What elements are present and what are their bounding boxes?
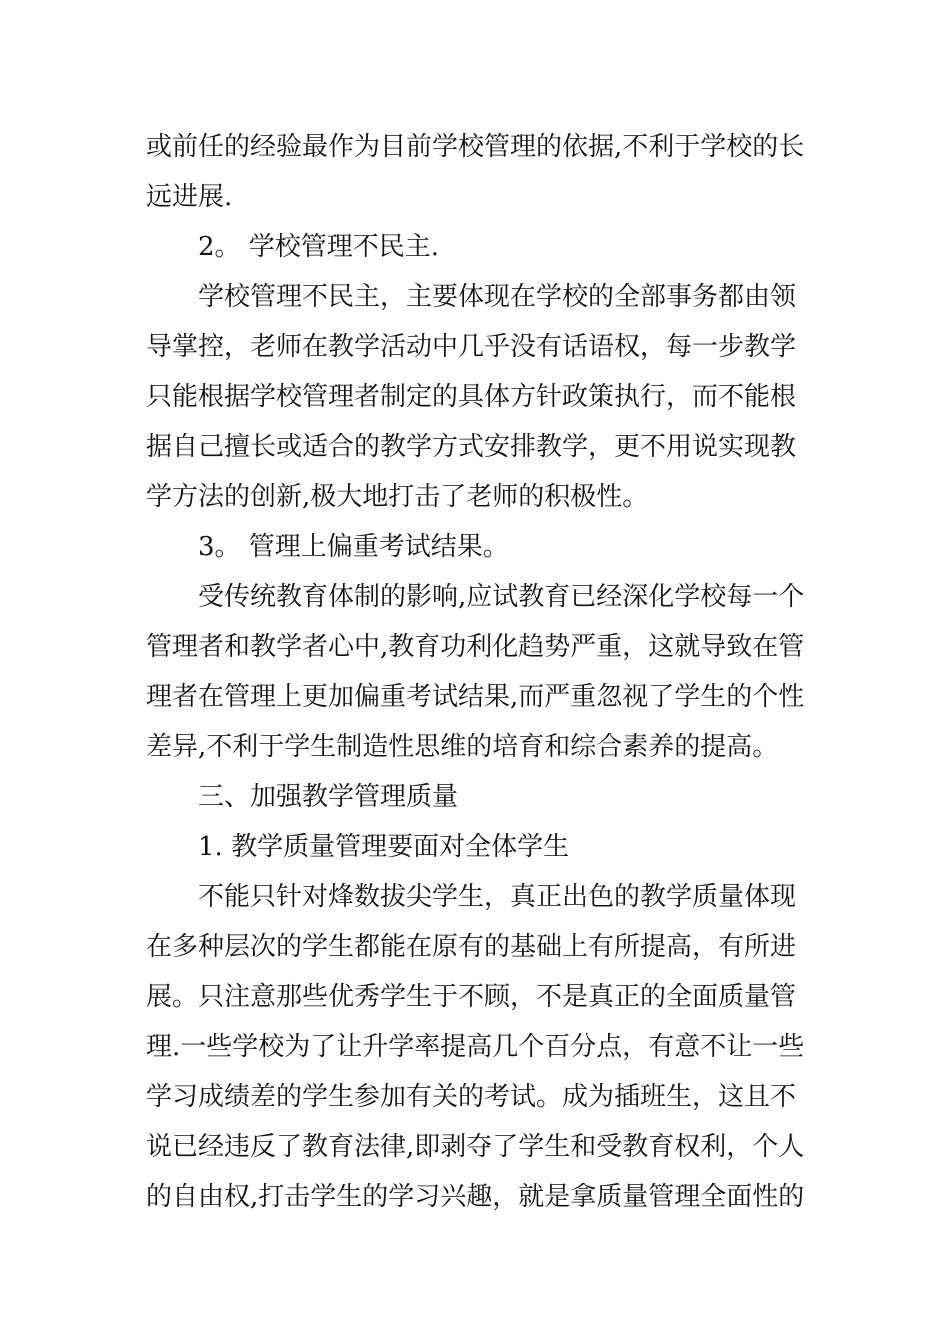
text-line: 远进展. bbox=[146, 182, 233, 212]
text-line: 的自由权,打击学生的学习兴趣，就是拿质量管理全面性的 bbox=[146, 1182, 805, 1212]
text-line: 说已经违反了教育法律,即剥夺了学生和受教育权利，个人 bbox=[146, 1132, 805, 1162]
text-line: 或前任的经验最作为目前学校管理的依据,不利于学校的长 bbox=[146, 132, 805, 162]
text-line: 在多种层次的学生都能在原有的基础上有所提高，有所进 bbox=[146, 932, 797, 962]
paragraph-start: 受传统教育体制的影响,应试教育已经深化学校每一个 bbox=[198, 582, 805, 612]
text-line: 展。只注意那些优秀学生于不顾，不是真正的全面质量管 bbox=[146, 982, 797, 1012]
section-heading: 3。 管理上偏重考试结果。 bbox=[198, 532, 509, 562]
text-line: 差异,不利于学生制造性思维的培育和综合素养的提高。 bbox=[146, 732, 779, 762]
text-line: 学方法的创新,极大地打击了老师的积极性。 bbox=[146, 482, 649, 512]
text-line: 只能根据学校管理者制定的具体方针政策执行，而不能根 bbox=[146, 382, 797, 412]
document-body bbox=[146, 122, 805, 1222]
paragraph-start: 不能只针对烽数拔尖学生，真正出色的教学质量体现 bbox=[198, 882, 797, 912]
text-line: 理者在管理上更加偏重考试结果,而严重忽视了学生的个性 bbox=[146, 682, 805, 712]
text-line: 导掌控，老师在教学活动中几乎没有话语权，每一步教学 bbox=[146, 332, 797, 362]
chapter-heading: 三、加强教学管理质量 bbox=[198, 782, 459, 812]
text-line: 据自己擅长或适合的教学方式安排教学，更不用说实现教 bbox=[146, 432, 797, 462]
section-heading: 2。 学校管理不民主. bbox=[198, 232, 440, 262]
text-line: 学习成绩差的学生参加有关的考试。成为插班生，这且不 bbox=[146, 1082, 797, 1112]
text-line: 理.一些学校为了让升学率提高几个百分点，有意不让一些 bbox=[146, 1032, 805, 1062]
text-line: 管理者和教学者心中,教育功利化趋势严重，这就导致在管 bbox=[146, 632, 805, 662]
paragraph-start: 学校管理不民主，主要体现在学校的全部事务都由领 bbox=[198, 282, 797, 312]
section-heading: 1. 教学质量管理要面对全体学生 bbox=[198, 832, 570, 862]
